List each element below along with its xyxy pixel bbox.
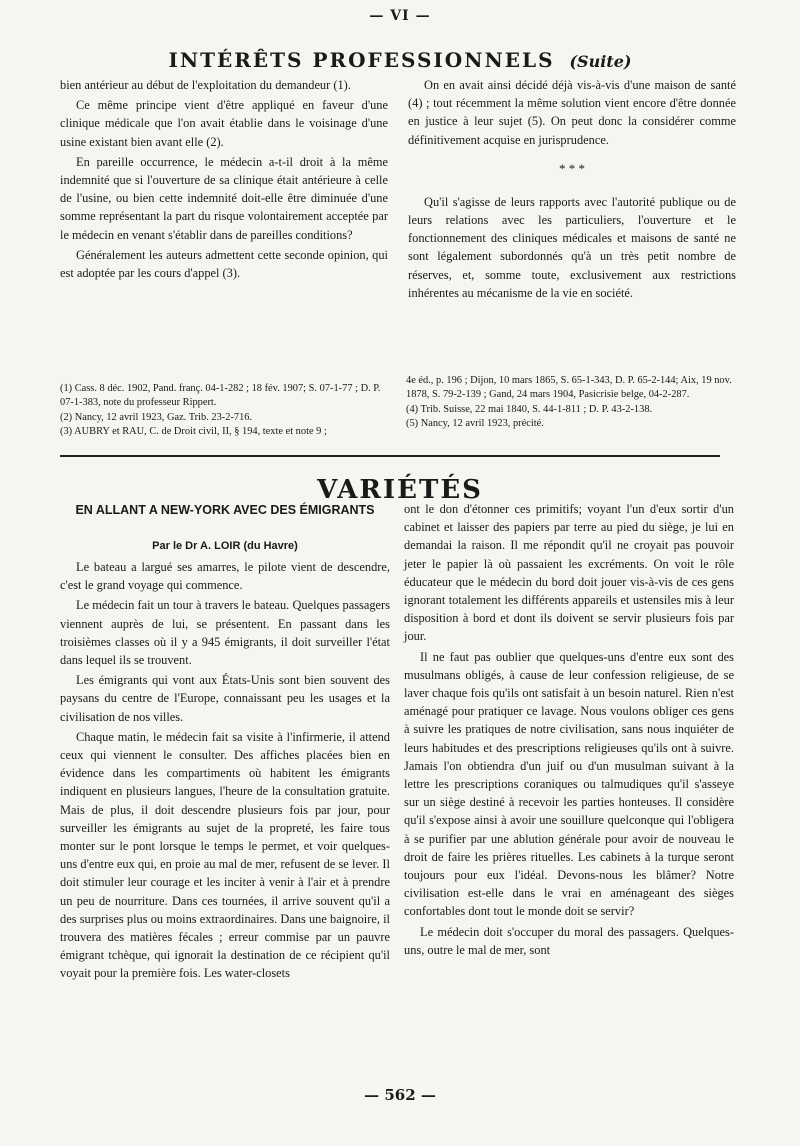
interets-left-footnotes [60, 382, 392, 440]
paragraph: Ce même principe vient d'être appliqué en faveur d'une clinique médicale que l'on avait établie dans le voisinage d'une usine existant bien avant elle (2). [60, 98, 388, 149]
section-title [0, 48, 800, 72]
varietes-left-column [60, 558, 390, 985]
interets-left-column [60, 76, 388, 284]
paragraph: Le bateau a largué ses amarres, le pilote vient de descendre, c'est le grand voyage qui commence. [60, 560, 390, 593]
footnote: (4) Trib. Suisse, 22 mai 1840, S. 44-1-811 ; D. P. 43-2-138. [406, 403, 653, 415]
footnote: 4e éd., p. 196 ; Dijon, 10 mars 1865, S. 65-1-343, D. P. 65-2-144; Aix, 19 nov. 1878, S. 79-2-139 ; Gand, 24 mars 1904, Pasicrisie belge, 04-2-287. [406, 375, 732, 401]
paragraph: bien antérieur au début de l'exploitation du demandeur (1). [60, 78, 351, 92]
varietes-right-column [404, 500, 734, 961]
article-byline: Par le Dr A. LOIR (du Havre) [152, 540, 298, 552]
footnote: (2) Nancy, 12 avril 1923, Gaz. Trib. 23-2-716. [60, 411, 253, 423]
page-number: — 562 — [364, 1086, 436, 1104]
paragraph: Le médecin doit s'occuper du moral des passagers. Quelques-uns, outre le mal de mer, sont [404, 924, 734, 957]
page-roman-numeral: — VI — [369, 8, 431, 24]
paragraph: Les émigrants qui vont aux États-Unis sont bien souvent des paysans du centre de l'Europe, connaissant peu les usages et la civilisation de nos villes. [60, 673, 390, 724]
paragraph: Généralement les auteurs admettent cette seconde opinion, qui est adoptée par les cours d'appel (3). [60, 247, 388, 281]
paragraph: Le médecin fait un tour à travers le bateau. Quelques passagers viennent auprès de lui, se présentent. En passant dans les troisièmes classes où il y a 945 émigrants, il doit surveiller l'état dans lequel ils se trouvent. [60, 598, 390, 668]
interets-right-column [408, 76, 736, 304]
section-divider [60, 455, 720, 457]
paragraph: On en avait ainsi décidé déjà vis-à-vis d'une maison de santé (4) ; tout récemment la même solution vient encore d'être donnée en justice à leur sujet (5). On peut donc la considérer comme définitivement acquise en jurisprudence. [408, 78, 736, 147]
paragraph: ont le don d'étonner ces primitifs; voyant l'un d'eux sortir d'un cabinet et laisser des papiers par terre au pied du siège, je lui en demandai la raison. Il me répondit qu'il ne croyait pas pouvoir jeter le papier là où passaient les excréments. On voit le rôle éducateur que le médecin du bord doit jouer vis-à-vis de ces gens ignorant totalement les différents appareils et ustensiles mis à leur disposition à bord et dont ils doivent se servir plusieurs fois par jour. [404, 502, 734, 644]
paragraph: Chaque matin, le médecin fait sa visite à l'infirmerie, il attend ceux qui viennent le consulter. Des affiches placées bien en évidence dans les compartiments où habitent les émigrants indiquent en plusieurs langues, l'heure de la consultation gratuite. Mais de plus, il doit descendre plusieurs fois par jour, pour surveiller les émigrants au sujet de la propreté, les faire tous monter sur le pont lorsque le temps le permet, et voir quelques-uns d'entre eux qui, en proie au mal de mer, refusent de se lever. Il doit stimuler leur courage et les inciter à venir à l'air et à prendre un peu de nourriture. Dans ces tournées, il arrive souvent qu'il a des surprises plus ou moins extraordinaires. Dans une baignoire, il trouvera des matières fécales ; erreur commise par un pauvre émigrant tchèque, qui ignorait la destination de ce récipient qu'il voyait pour la première fois. Les water-closets [60, 729, 390, 981]
paragraph: En pareille occurrence, le médecin a-t-il droit à la même indemnité que si l'ouverture de sa clinique était antérieure à celle de l'usine, ou bien cette indemnité doit-elle être diminuée d'une somme représentant la part du risque volontairement acceptée par le médecin en venant s'établir dans de pareilles conditions? [60, 154, 388, 242]
varietes-title: VARIÉTÉS [317, 475, 483, 505]
footnote: (5) Nancy, 12 avril 1923, précité. [406, 418, 544, 430]
article-title: EN ALLANT A NEW-YORK AVEC DES ÉMIGRANTS [75, 503, 375, 517]
footnote: (1) Cass. 8 déc. 1902, Pand. franç. 04-1-282 ; 18 fév. 1907; S. 07-1-77 ; D. P. 07-1-383, note du professeur Rippert. [60, 383, 381, 409]
paragraph: Qu'il s'agisse de leurs rapports avec l'autorité publique ou de leurs relations avec les particuliers, l'ouverture et le fonctionnement des cliniques médicales et maisons de santé ne sont légalement subordonnés qu'à un très petit nombre de réserves, et, somme toute, exclusivement aux restrictions inhérentes au mécanisme de la vie en société. [408, 194, 736, 300]
interets-right-footnotes [406, 374, 736, 432]
footnote: (3) AUBRY et RAU, C. de Droit civil, II, § 194, texte et note 9 ; [60, 426, 327, 438]
section-title-text: INTÉRÊTS PROFESSIONNELS [168, 48, 555, 72]
paragraph: Il ne faut pas oublier que quelques-uns d'entre eux sont des musulmans obligés, à cause de leur confession religieuse, de se laver chaque fois qu'ils ont satisfait à un besoin naturel. Rien n'est aménagé pour pratiquer ce lavage. Nous voulons obliger ces gens à suivre les pratiques de notre civilisation, sans nous inquiéter de leurs habitudes et des prescriptions religieuses qu'ils ont à suivre. Jamais l'on obtiendra d'un juif ou d'un musulman suivant à la lettre les prescriptions coraniques ou talmudiques qu'il s'asseye sur un siège destiné à recevoir les parties honteuses. Il considère qu'il s'expose ainsi à avoir une souillure quelconque qui l'obligera à se purifier par une ablution générale pour avoir de nouveau le droit de faire les prières rituelles. Les cabinets à la turque seront toujours pour eux l'idéal. Devons-nous les blâmer? Notre civilisation est-elle dans le vrai en aménageant des sièges confortables dont tout le monde doit se servir? [404, 649, 734, 919]
asterism: * * * [559, 160, 585, 176]
section-title-suffix: (Suite) [569, 52, 632, 71]
